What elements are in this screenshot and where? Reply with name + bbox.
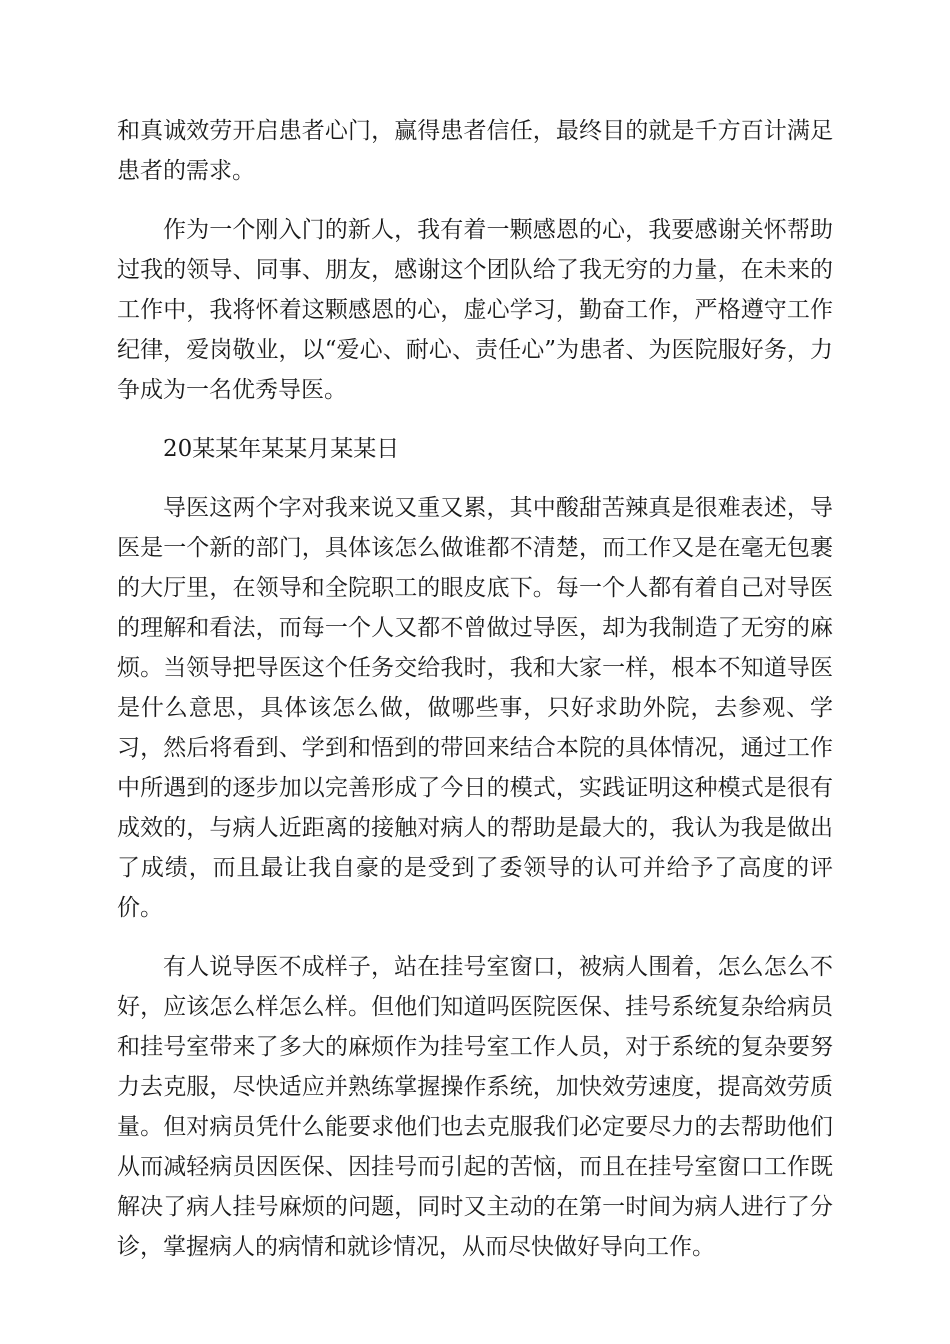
document-page	[117, 111, 833, 1286]
paragraph-guide-role: 导医这两个字对我来说又重又累，其中酸甜苦辣真是很难表述，导医是一个新的部门，具体该怎么做谁都不清楚，而工作又是在毫无包裹的大厅里，在领导和全院职工的眼皮底下。每一个人都有着自己对导医的理解和看法，而每一个人又都不曾做过导医，却为我制造了无穷的麻烦。当领导把导医这个任务交给我时，我和大家一样，根本不知道导医是什么意思，具体该怎么做，做哪些事，只好求助外院，去参观、学习，然后将看到、学到和悟到的带回来结合本院的具体情况，通过工作中所遇到的逐步加以完善形成了今日的模式，实践证明这种模式是很有成效的，与病人近距离的接触对病人的帮助是最大的，我认为我是做出了成绩，而且最让我自豪的是受到了委领导的认可并给予了高度的评价。	[117, 495, 833, 921]
date-line: 20某某年某某月某某日	[163, 436, 400, 462]
paragraph-registration-window: 有人说导医不成样子，站在挂号室窗口，被病人围着，怎么怎么不好，应该怎么样怎么样。但他们知道吗医院医保、挂号系统复杂给病员和挂号室带来了多大的麻烦作为挂号室工作人员，对于系统的复杂要努力去克服，尽快适应并熟练掌握操作系统，加快效劳速度，提高效劳质量。但对病员凭什么能要求他们也去克服我们必定要尽力的去帮助他们从而减轻病员因医保、因挂号而引起的苦恼，而且在挂号室窗口工作既解决了病人挂号麻烦的问题，同时又主动的在第一时间为病人进行了分诊，掌握病人的病情和就诊情况，从而尽快做好导向工作。	[117, 954, 833, 1260]
paragraph-intro-continuation: 和真诚效劳开启患者心门，赢得患者信任，最终目的就是千方百计满足患者的需求。	[117, 118, 833, 184]
paragraph-gratitude: 作为一个刚入门的新人，我有着一颗感恩的心，我要感谢关怀帮助过我的领导、同事、朋友，感谢这个团队给了我无穷的力量，在未来的工作中，我将怀着这颗感恩的心，虚心学习，勤奋工作，严格遵守工作纪律，爱岗敬业，以“爱心、耐心、责任心”为患者、为医院服好务，力争成为一名优秀导医。	[117, 217, 833, 403]
